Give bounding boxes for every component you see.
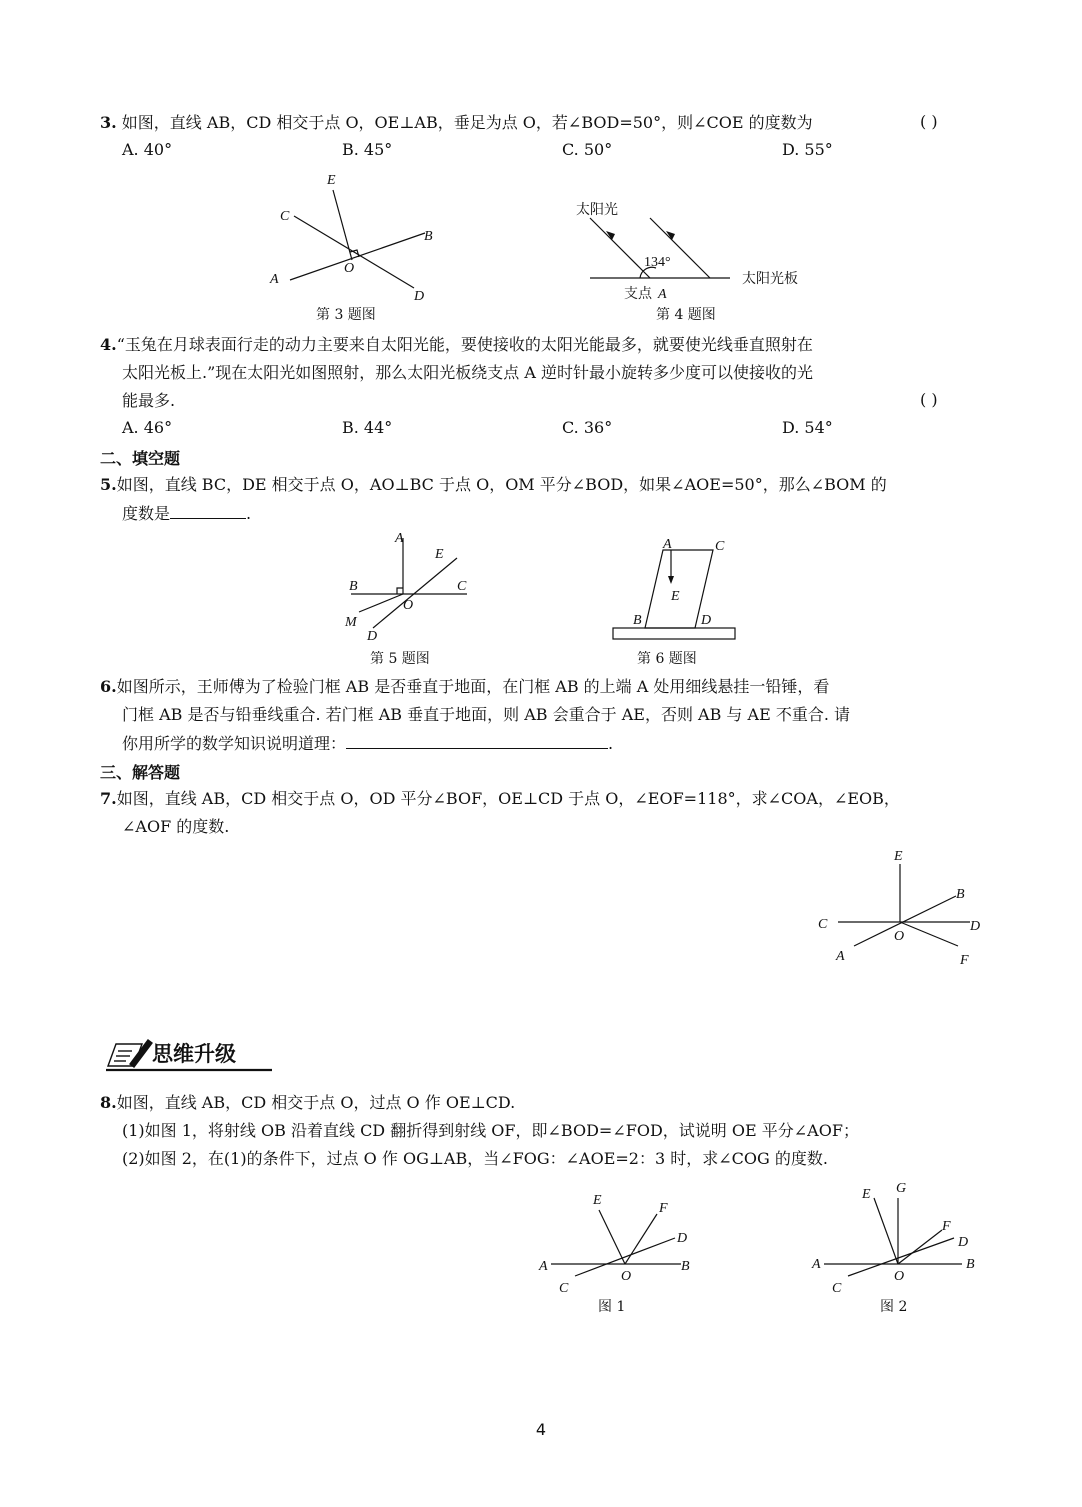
- banner-title: 思维升级: [152, 1042, 236, 1066]
- q4-option-d: D. 54°: [782, 418, 833, 437]
- fig3-caption: 第 3 题图: [316, 307, 376, 323]
- fig7-label-o: O: [894, 929, 905, 944]
- fig4-label-panel: 太阳光板: [742, 272, 798, 287]
- fig6-label-b: B: [633, 613, 642, 628]
- fig3-label-c: C: [280, 209, 290, 224]
- fig5-label-e: E: [435, 547, 444, 562]
- q4-option-c: C. 36°: [562, 418, 613, 437]
- q3-text: 如图，直线 AB，CD 相交于点 O，OE⊥AB，垂足为点 O，若∠BOD=50°，则∠COE 的度数为: [121, 113, 813, 132]
- fig8b-label-d: D: [958, 1235, 969, 1250]
- fig7-label-b: B: [956, 887, 965, 902]
- fig8a-label-f: F: [659, 1201, 668, 1216]
- q6-text-3: 你用所学的数学知识说明道理：: [122, 734, 347, 753]
- fig5-label-d: D: [367, 629, 378, 644]
- q6-answer-blank[interactable]: [346, 732, 608, 749]
- fig4-label-pivot: 支点: [624, 287, 652, 302]
- fig3-label-d: D: [414, 289, 425, 304]
- q6-line3: [122, 732, 613, 755]
- fig4-label-sunlight: 太阳光: [576, 203, 618, 218]
- fig4-caption: 第 4 题图: [656, 307, 716, 323]
- figure-3: [260, 168, 460, 308]
- q8-line2: (1)如图 1，将射线 OB 沿着直线 CD 翻折得到射线 OF，即∠BOD=∠FOD，试说明 OE 平分∠AOF；: [122, 1121, 859, 1140]
- section-solve: 三、解答题: [100, 763, 181, 782]
- fig3-label-a: A: [270, 272, 279, 287]
- figure-6: [605, 528, 765, 648]
- q3-option-a: A. 40°: [122, 140, 173, 159]
- figure-8-2: [808, 1180, 988, 1300]
- fig6-label-e: E: [671, 589, 680, 604]
- q5-number: 5.: [100, 475, 117, 494]
- q6-line1: [100, 676, 829, 698]
- fig7-label-f: F: [960, 953, 969, 968]
- fig6-caption: 第 6 题图: [637, 651, 697, 667]
- fig8a-label-a: A: [539, 1259, 548, 1274]
- q7-number: 7.: [100, 789, 117, 808]
- q4-text-1: “玉兔在月球表面行走的动力主要来自太阳光能，要使接收的太阳光能最多，就要使光线垂直照射在: [116, 335, 813, 354]
- q4-line2: 太阳光板上.”现在太阳光如图照射，那么太阳光板绕支点 A 逆时针最小旋转多少度可以使接收的光: [122, 363, 813, 382]
- fig3-label-o: O: [344, 261, 355, 276]
- q3-option-d: D. 55°: [782, 140, 833, 159]
- q4-line3: 能最多.: [122, 391, 176, 410]
- q8-line3: (2)如图 2，在(1)的条件下，过点 O 作 OG⊥AB，当∠FOG：∠AOE=2：3 时，求∠COG 的度数.: [122, 1149, 828, 1168]
- q5-line2: [122, 502, 251, 525]
- fig7-label-a: A: [836, 949, 845, 964]
- q8-text-1: 如图，直线 AB，CD 相交于点 O，过点 O 作 OE⊥CD.: [116, 1093, 516, 1112]
- q7-line1: [100, 788, 900, 810]
- fig3-label-b: B: [424, 229, 433, 244]
- fig5-label-b: B: [349, 579, 358, 594]
- fig8b-label-c: C: [832, 1281, 842, 1296]
- q7-text-1: 如图，直线 AB，CD 相交于点 O，OD 平分∠BOF，OE⊥CD 于点 O，∠EOF=118°，求∠COA，∠EOB，: [116, 789, 900, 808]
- q5-tail: .: [246, 504, 252, 523]
- q5-line1: [100, 474, 887, 496]
- q3-line1: [100, 112, 813, 134]
- fig8b-caption: 图 2: [880, 1299, 908, 1315]
- fig4-label-a: A: [658, 287, 667, 302]
- q4-option-a: A. 46°: [122, 418, 173, 437]
- fig4-label-angle: 134°: [644, 255, 671, 270]
- figure-7: [810, 842, 980, 972]
- q6-number: 6.: [100, 677, 117, 696]
- fig5-caption: 第 5 题图: [370, 651, 430, 667]
- fig8a-label-e: E: [593, 1193, 602, 1208]
- fig8b-label-e: E: [862, 1187, 871, 1202]
- q4-option-b: B. 44°: [342, 418, 393, 437]
- q4-answer-paren: ( ): [920, 390, 938, 409]
- figure-8-1: [535, 1180, 705, 1300]
- fig8b-label-g: G: [896, 1181, 907, 1196]
- fig7-label-e: E: [894, 849, 903, 864]
- q3-number: 3.: [100, 113, 117, 132]
- figure-4: [570, 190, 830, 310]
- q3-option-b: B. 45°: [342, 140, 393, 159]
- q6-line2: 门框 AB 是否与铅垂线重合. 若门框 AB 垂直于地面，则 AB 会重合于 AE，否则 AB 与 AE 不重合. 请: [122, 705, 851, 724]
- q4-number: 4.: [100, 335, 117, 354]
- fig6-label-d: D: [701, 613, 712, 628]
- q3-answer-paren: ( ): [920, 112, 938, 131]
- fig8b-label-f: F: [942, 1219, 951, 1234]
- q4-line1: [100, 334, 813, 356]
- fig8b-label-b: B: [966, 1257, 975, 1272]
- fig5-label-m: M: [345, 615, 357, 630]
- fig8a-label-o: O: [621, 1269, 632, 1284]
- fig5-label-a: A: [395, 531, 404, 546]
- fig8a-label-b: B: [681, 1259, 690, 1274]
- q5-text-1: 如图，直线 BC，DE 相交于点 O，AO⊥BC 于点 O，OM 平分∠BOD，如果∠AOE=50°，那么∠BOM 的: [116, 475, 887, 494]
- fig8a-label-d: D: [677, 1231, 688, 1246]
- fig6-label-a: A: [663, 537, 672, 552]
- page-number: 4: [535, 1420, 547, 1439]
- fig8b-label-a: A: [812, 1257, 821, 1272]
- fig8a-label-c: C: [559, 1281, 569, 1296]
- fig8b-label-o: O: [894, 1269, 905, 1284]
- fig5-label-o: O: [403, 598, 414, 613]
- q6-tail: .: [608, 734, 614, 753]
- section-fill-in: 二、填空题: [100, 449, 181, 468]
- q8-line1: [100, 1092, 515, 1114]
- fig8a-caption: 图 1: [598, 1299, 626, 1315]
- q8-number: 8.: [100, 1093, 117, 1112]
- q7-line2: ∠AOF 的度数.: [122, 817, 230, 836]
- q5-text-2: 度数是: [122, 504, 171, 523]
- fig7-label-c: C: [818, 917, 828, 932]
- figure-5: [335, 528, 495, 648]
- fig6-label-c: C: [715, 539, 725, 554]
- q3-option-c: C. 50°: [562, 140, 613, 159]
- fig7-label-d: D: [970, 919, 981, 934]
- q6-text-1: 如图所示，王师傅为了检验门框 AB 是否垂直于地面，在门框 AB 的上端 A 处用细线悬挂一铅锤，看: [116, 677, 830, 696]
- q5-answer-blank[interactable]: [170, 502, 246, 519]
- fig5-label-c: C: [457, 579, 467, 594]
- fig3-label-e: E: [327, 173, 336, 188]
